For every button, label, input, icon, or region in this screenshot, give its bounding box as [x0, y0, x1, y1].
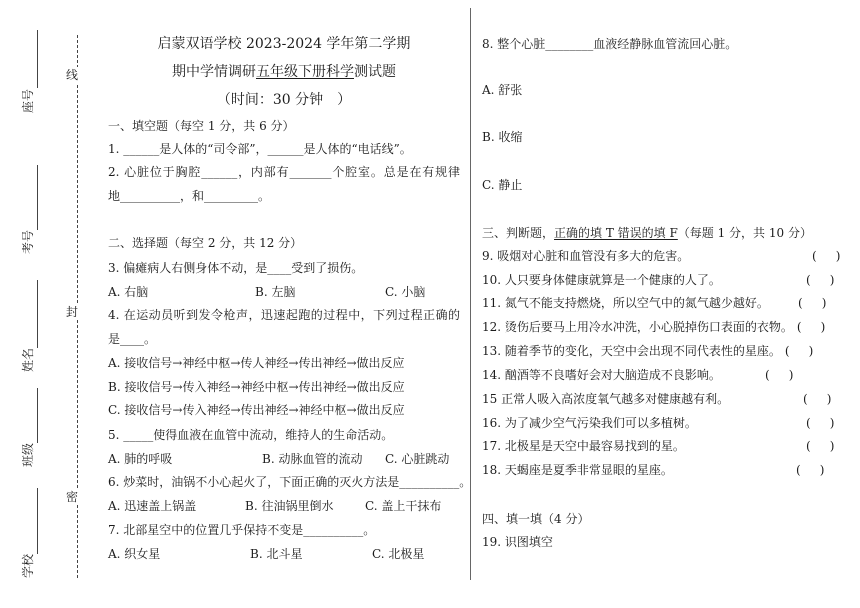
answer-blank-18: ( ) — [796, 463, 825, 477]
question-6-option-a: A. 迅速盖上锅盖 — [108, 499, 197, 513]
seal-mark-secret: 密 — [65, 490, 78, 504]
question-3-option-c: C. 小脑 — [385, 285, 426, 299]
question-11: 11. 氮气不能支持燃烧，所以空气中的氮气越少越好。 — [482, 296, 769, 310]
question-12-text: 12. 烫伤后要马上用冷水冲洗，小心脱掉伤口表面的衣物。 — [482, 320, 793, 334]
exam-title-grade-subject: 五年级下册科学 — [256, 64, 354, 80]
column-divider — [470, 8, 471, 580]
question-6-option-c: C. 盖上干抹布 — [365, 499, 442, 513]
section-diagram-heading: 四、填一填（4 分） — [482, 512, 590, 526]
exam-title-suffix: 测试题 — [354, 64, 396, 80]
answer-blank-10: ( ) — [806, 273, 835, 287]
question-16: 16. 为了减少空气污染我们可以多植树。 — [482, 416, 697, 430]
question-7: 7. 北部星空中的位置几乎保持不变是__________。 — [108, 523, 376, 537]
section-true-false-heading — [482, 225, 812, 241]
question-8-option-b: B. 收缩 — [482, 130, 523, 144]
question-15: 15 正常人吸入高浓度氧气越多对健康越有利。 — [482, 392, 730, 406]
question-3-option-a: A. 右脑 — [108, 285, 149, 299]
name-label: 姓名 — [21, 348, 35, 373]
question-17: 17. 北极星是天空中最容易找到的星。 — [482, 439, 685, 453]
seal-mark-seal: 封 — [65, 305, 78, 319]
question-3: 3. 偏瘫病人右侧身体不动，是____受到了损伤。 — [108, 261, 364, 275]
exam-number-label: 考号 — [21, 230, 35, 255]
class-label: 班级 — [21, 443, 35, 468]
question-19: 19. 识图填空 — [482, 535, 553, 549]
exam-number-blank — [37, 165, 38, 230]
question-8: 8. 整个心脏________血液经静脉血管流回心脏。 — [482, 37, 738, 51]
true-false-instruction: 正确的填 T 错误的填 F — [554, 226, 678, 240]
question-4-option-a: A. 接收信号→神经中枢→传人神经→传出神经→做出反应 — [108, 356, 405, 370]
question-14: 14. 酗酒等不良嗜好会对大脑造成不良影响。 — [482, 368, 721, 382]
question-6-option-b: B. 往油锅里倒水 — [245, 499, 334, 513]
question-7-option-b: B. 北斗星 — [250, 547, 303, 561]
true-false-heading-suffix: （每题 1 分，共 10 分） — [677, 226, 812, 240]
question-5: 5. _____使得血液在血管中流动，维持人的生命活动。 — [108, 428, 394, 442]
question-9: 9. 吸烟对心脏和血管没有多大的危害。 — [482, 249, 690, 263]
true-false-heading-prefix: 三、判断题， — [482, 226, 555, 240]
answer-blank-17: ( ) — [806, 439, 835, 453]
answer-blank-14: ( ) — [765, 368, 794, 382]
school-label: 学校 — [21, 554, 35, 579]
seat-number-label: 座号 — [21, 89, 35, 114]
answer-blank-12: ( ) — [796, 320, 826, 334]
section-fill-in-heading: 一、填空题（每空 1 分，共 6 分） — [108, 119, 295, 133]
answer-blank-16: ( ) — [806, 416, 835, 430]
question-6: 6. 炒菜时，油锅不小心起火了，下面正确的灭火方法是__________。 — [108, 475, 472, 489]
question-5-option-c: C. 心脏跳动 — [385, 452, 450, 466]
question-4-option-b: B. 接收信号→传入神经→神经中枢→传出神经→做出反应 — [108, 380, 405, 394]
question-13-text: 13. 随着季节的变化，天空中会出现不同代表性的星座。 — [482, 344, 781, 358]
question-4-option-c: C. 接收信号→传入神经→传出神经→神经中枢→做出反应 — [108, 403, 405, 417]
school-term-heading: 启蒙双语学校 2023-2024 学年第二学期 — [157, 36, 411, 52]
question-2-line-1: 2. 心脏位于胸腔______，内部有_______个腔室。总是在有规律 — [108, 165, 460, 179]
question-7-option-c: C. 北极星 — [372, 547, 425, 561]
question-2-line-2: 地__________，和_________。 — [108, 189, 271, 203]
question-10: 10. 人只要身体健康就算是一个健康的人了。 — [482, 273, 721, 287]
school-blank — [37, 488, 38, 554]
question-5-option-a: A. 肺的呼吸 — [108, 452, 173, 466]
class-blank — [37, 388, 38, 443]
question-1: 1. ______是人体的“司令部”，______是人体的“电话线”。 — [108, 142, 412, 156]
seal-mark-line: 线 — [65, 68, 78, 82]
answer-blank-11: ( ) — [798, 296, 827, 310]
name-blank — [37, 280, 38, 348]
seat-number-blank — [37, 30, 38, 88]
question-4-line-2: 是____。 — [108, 332, 157, 346]
section-choice-heading: 二、选择题（每空 2 分，共 12 分） — [108, 236, 303, 250]
answer-blank-13: ( ) — [784, 344, 814, 358]
question-8-option-c: C. 静止 — [482, 178, 523, 192]
exam-duration: （时间：30 分钟 ） — [216, 92, 352, 108]
question-3-option-b: B. 左脑 — [255, 285, 296, 299]
question-18: 18. 天蝎座是夏季非常显眼的星座。 — [482, 463, 673, 477]
question-13 — [482, 343, 813, 359]
question-7-option-a: A. 织女星 — [108, 547, 161, 561]
answer-blank-15: ( ) — [803, 392, 832, 406]
question-4-line-1: 4. 在运动员听到发令枪声，迅速起跑的过程中，下列过程正确的 — [108, 308, 460, 322]
question-12 — [482, 319, 825, 335]
exam-title — [108, 63, 460, 81]
question-5-option-b: B. 动脉血管的流动 — [262, 452, 363, 466]
answer-blank-9: ( ) — [812, 249, 841, 263]
question-8-option-a: A. 舒张 — [482, 83, 523, 97]
exam-title-prefix: 期中学情调研 — [172, 64, 256, 80]
